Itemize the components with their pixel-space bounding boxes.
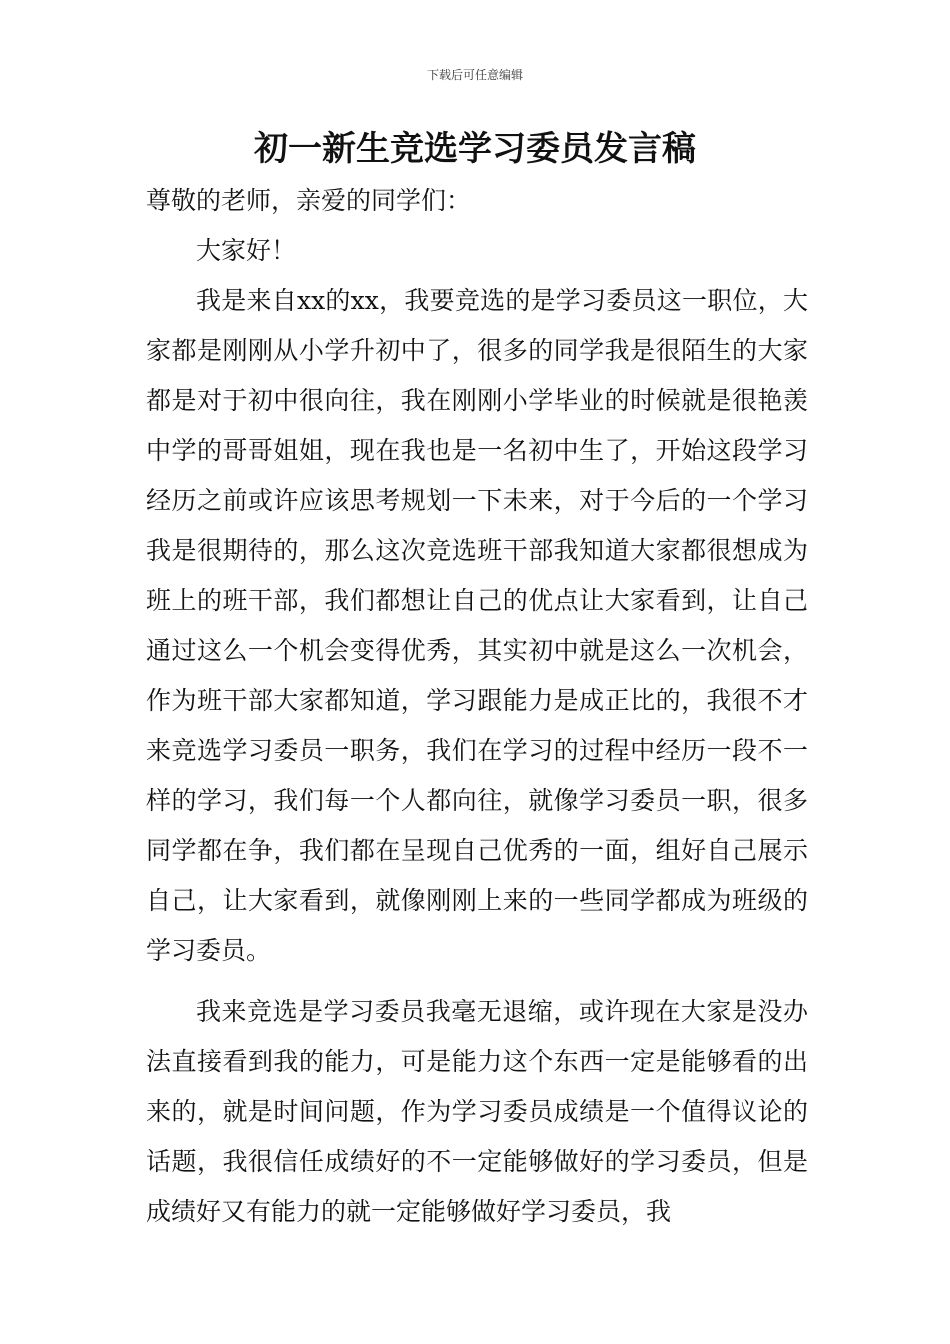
greeting: 大家好！	[196, 236, 297, 265]
document-title: 初一新生竞选学习委员发言稿	[254, 129, 696, 169]
paragraph-2: 我来竞选是学习委员我毫无退缩，或许现在大家是没办法直接看到我的能力，可是能力这个东西一定是能够看的出来的，就是时间问题，作为学习委员成绩是一个值得议论的话题，我很信任成绩好的不一定能够做好的学习委员，但是成绩好又有能力的就一定能够做好学习委员，我	[146, 997, 808, 1226]
paragraph-1: 我是来自xx的xx，我要竞选的是学习委员这一职位，大家都是刚刚从小学升初中了，很多的同学我是很陌生的大家都是对于初中很向往，我在刚刚小学毕业的时候就是很艳羡中学的哥哥姐姐，现在我也是一名初中生了，开始这段学习经历之前或许应该思考规划一下未来，对于今后的一个学习我是很期待的，那么这次竞选班干部我知道大家都很想成为班上的班干部，我们都想让自己的优点让大家看到，让自己通过这么一个机会变得优秀，其实初中就是这么一次机会，作为班干部大家都知道，学习跟能力是成正比的，我很不才来竞选学习委员一职务，我们在学习的过程中经历一段不一样的学习，我们每一个人都向往，就像学习委员一职，很多同学都在争，我们都在呈现自己优秀的一面，组好自己展示自己，让大家看到，就像刚刚上来的一些同学都成为班级的学习委员。	[146, 286, 808, 965]
header-note: 下载后可任意编辑	[426, 68, 523, 82]
salutation: 尊敬的老师，亲爱的同学们：	[146, 186, 472, 215]
document-body	[146, 176, 808, 1237]
